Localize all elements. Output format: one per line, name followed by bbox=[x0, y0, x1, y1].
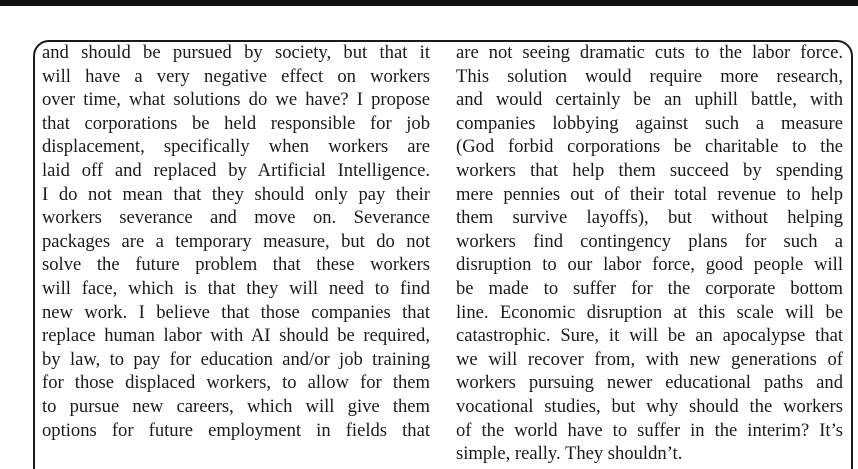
text-line: options for future employment in fields that bbox=[42, 419, 430, 441]
text-line: and would certainly be an uphill battle, with bbox=[456, 89, 843, 111]
text-line: packages are a temporary measure, but do not bbox=[42, 230, 430, 252]
text-line: will face, which is that they will need to find bbox=[42, 277, 430, 299]
text-line: of the world have to suffer in the interim? It’s bbox=[456, 419, 843, 441]
text-line: new work. I believe that those companies that bbox=[42, 301, 430, 323]
text-line: we will recover from, with new generations of bbox=[456, 348, 843, 370]
text-line: simple, really. They shouldn’t. bbox=[456, 443, 683, 465]
text-line: vocational studies, but why should the workers bbox=[456, 395, 843, 417]
text-line: over time, what solutions do we have? I propose bbox=[42, 89, 430, 111]
text-line: are not seeing dramatic cuts to the labor force. bbox=[456, 42, 843, 63]
text-line: catastrophic. Sure, it will be an apocalypse that bbox=[456, 325, 843, 347]
top-border-bar bbox=[0, 0, 858, 6]
text-line: laid off and replaced by Artificial Intelligence. bbox=[42, 159, 430, 181]
text-line: workers pursuing newer educational paths and bbox=[456, 372, 843, 394]
right-text-column bbox=[456, 41, 843, 466]
text-line: (God forbid corporations be charitable to the bbox=[456, 136, 843, 158]
text-line: disruption to our labor force, good people will bbox=[456, 254, 843, 276]
text-line: workers find contingency plans for such a bbox=[456, 230, 843, 252]
text-line: solve the future problem that these workers bbox=[42, 254, 430, 276]
text-line: will have a very negative effect on workers bbox=[42, 65, 430, 87]
text-line: that corporations be held responsible for job bbox=[42, 112, 430, 134]
text-line: them survive layoffs), but without helping bbox=[456, 207, 843, 229]
text-line: companies lobbying against such a measure bbox=[456, 112, 843, 134]
text-line: displacement, specifically when workers are bbox=[42, 136, 430, 158]
text-line: for those displaced workers, to allow for them bbox=[42, 372, 430, 394]
text-line: line. Economic disruption at this scale will be bbox=[456, 301, 843, 323]
text-line: mere pennies out of their total revenue to help bbox=[456, 183, 843, 205]
text-line: and should be pursued by society, but that it bbox=[42, 42, 430, 63]
text-line: This solution would require more research, bbox=[456, 65, 843, 87]
text-line: be made to suffer for the corporate bottom bbox=[456, 277, 843, 299]
text-line: replace human labor with AI should be required, bbox=[42, 325, 430, 347]
left-text-column bbox=[42, 41, 430, 442]
text-line: workers severance and move on. Severance bbox=[42, 207, 430, 229]
text-line: I do not mean that they should only pay their bbox=[42, 183, 430, 205]
text-line: to pursue new careers, which will give them bbox=[42, 395, 430, 417]
text-line: by law, to pay for education and/or job training bbox=[42, 348, 430, 370]
text-line: workers that help them succeed by spending bbox=[456, 159, 843, 181]
